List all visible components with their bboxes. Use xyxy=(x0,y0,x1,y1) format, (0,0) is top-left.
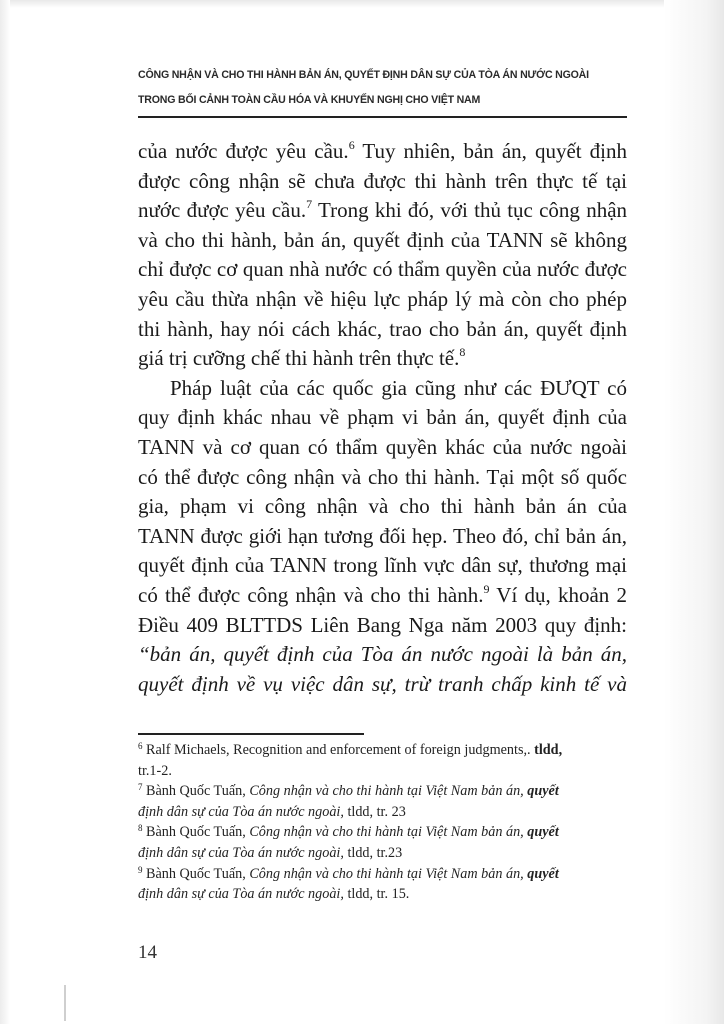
paragraph-2 xyxy=(138,374,627,700)
footnote-8: $^8$ Bành Quốc Tuấn, Công nhận và cho thi hành tại Việt Nam bản án, quyết định dân sự của Tòa án nước ngoài, tldd, tr.23 xyxy=(138,823,559,861)
footnote-number: 6 xyxy=(138,741,143,751)
text-line: thi hành, hay nói cách khác, trao cho bản án, quyết định xyxy=(138,316,627,341)
text-line: có thể được công nhận và cho thi hành.$^9$ Ví dụ, khoản 2 xyxy=(138,581,627,607)
text-line: giá trị cưỡng chế thi hành trên thực tế.$^8$ xyxy=(138,345,466,371)
running-header-line-2: TRONG BỐI CẢNH TOÀN CẦU HÓA VÀ KHUYẾN NGHỊ CHO VIỆT NAM xyxy=(138,94,481,106)
page-number: 14 xyxy=(138,942,157,963)
text-line: Pháp luật của các quốc gia cũng như các ĐƯQT có xyxy=(170,375,627,400)
margin-mark xyxy=(64,985,66,1021)
text-line: quyết định của TANN trong lĩnh vực dân sự, thương mại xyxy=(138,553,627,578)
footnote-ref-6[interactable]: 6 xyxy=(348,138,355,152)
running-header xyxy=(138,63,628,113)
footnotes xyxy=(138,740,627,905)
footnote-separator xyxy=(138,733,364,735)
page-gutter-shadow xyxy=(0,0,10,1024)
footnote-ref-8[interactable]: 8 xyxy=(459,345,466,360)
footnote-number: 7 xyxy=(138,782,143,793)
text-line: yêu cầu thừa nhận về hiệu lực pháp lý mà còn cho phép xyxy=(138,286,627,311)
text-line: và cho thi hành, bản án, quyết định của TANN sẽ không xyxy=(138,227,627,252)
page-edge-shadow xyxy=(0,0,724,8)
footnote-9: $^9$ Bành Quốc Tuấn, Công nhận và cho thi hành tại Việt Nam bản án, quyết định dân sự của Tòa án nước ngoài, tldd, tr. 15. xyxy=(138,864,559,903)
text-line: TANN và cơ quan có thẩm quyền khác của nước ngoài xyxy=(138,434,627,459)
running-header-line-1: CÔNG NHẬN VÀ CHO THI HÀNH BẢN ÁN, QUYẾT ĐỊNH DÂN SỰ CỦA TÒA ÁN NƯỚC NGOÀI xyxy=(138,69,589,81)
footnote-ref-9[interactable]: 9 xyxy=(483,581,490,596)
footnote-6: $^6$ Ralf Michaels, Recognition and enforcement of foreign judgments,. tldd, tr.1-2. xyxy=(138,741,563,779)
main-text xyxy=(138,137,627,699)
text-line: nước được yêu cầu.$^7$ Trong khi đó, với thủ tục công nhận xyxy=(138,197,628,223)
page-edge-shadow-right xyxy=(664,0,724,1024)
quote-line: “bản án, quyết định của Tòa án nước ngoài là bản án, xyxy=(138,642,627,667)
text-line: có thể được công nhận và cho thi hành. Tại một số quốc xyxy=(138,464,627,489)
text-line: được công nhận sẽ chưa được thi hành trên thực tế tại xyxy=(138,168,627,193)
paragraph-1 xyxy=(138,137,627,374)
footnote-number: 8 xyxy=(138,823,143,834)
text-line: Điều 409 BLTTDS Liên Bang Nga năm 2003 quy định: xyxy=(138,612,627,637)
text-line: gia, phạm vi công nhận và cho thi hành bản án của xyxy=(138,494,627,519)
header-rule xyxy=(138,116,627,118)
text-line: chỉ được cơ quan nhà nước có thẩm quyền của nước được xyxy=(138,257,627,282)
text-line: TANN được giới hạn tương đối hẹp. Theo đó, chỉ bản án, xyxy=(138,523,627,548)
footnote-7: $^7$ Bành Quốc Tuấn, Công nhận và cho thi hành tại Việt Nam bản án, quyết định dân sự của Tòa án nước ngoài, tldd, tr. 23 xyxy=(138,782,559,820)
text-line: quy định khác nhau về phạm vi bản án, quyết định của xyxy=(138,405,627,430)
text-line: của nước được yêu cầu.$^6$ Tuy nhiên, bản án, quyết định xyxy=(138,138,627,163)
quote-line: quyết định về vụ việc dân sự, trừ tranh chấp kinh tế và xyxy=(138,671,627,696)
footnote-ref-7[interactable]: 7 xyxy=(306,197,313,212)
footnote-number: 9 xyxy=(138,864,143,875)
